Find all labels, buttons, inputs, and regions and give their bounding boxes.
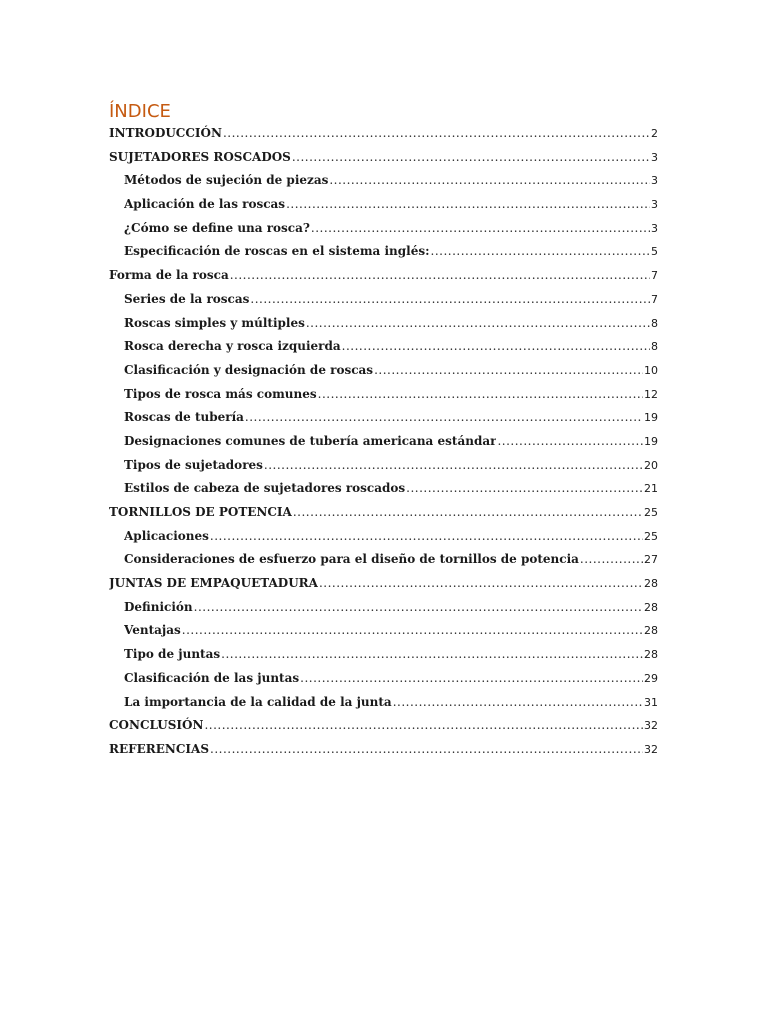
toc-entry-label: SUJETADORES ROSCADOS <box>109 149 291 164</box>
toc-entry-label: Aplicación de las roscas <box>124 197 286 212</box>
toc-entry[interactable] <box>109 146 658 170</box>
toc-entry-label: Tipos de sujetadores <box>124 457 263 472</box>
toc-entry[interactable] <box>109 122 658 146</box>
toc-entry[interactable] <box>109 312 658 336</box>
toc-entry[interactable] <box>109 406 658 430</box>
toc-entry-label: ¿Cómo se define una rosca? <box>124 220 310 235</box>
toc-dot-leader <box>580 548 643 572</box>
toc-dot-leader <box>311 217 650 241</box>
toc-entry-page-number: 20 <box>644 458 658 472</box>
toc-entry[interactable] <box>109 572 658 596</box>
toc-dot-leader <box>293 501 643 525</box>
toc-dot-leader <box>374 359 643 383</box>
toc-entry[interactable] <box>109 264 658 288</box>
toc-entry-label: TORNILLOS DE POTENCIA <box>109 505 292 519</box>
toc-entry-label: Forma de la rosca <box>109 268 229 283</box>
toc-entry-page-number: 25 <box>644 506 658 519</box>
toc-entry-label: Clasificación de las juntas <box>124 670 300 685</box>
toc-entry[interactable] <box>109 714 658 738</box>
toc-entry-page-number: 8 <box>651 316 658 330</box>
toc-entry-page-number: 2 <box>651 127 658 140</box>
toc-entry[interactable] <box>109 430 658 454</box>
toc-entry-page-number: 28 <box>644 600 658 614</box>
toc-entry-page-number: 27 <box>644 553 658 567</box>
toc-entry[interactable] <box>109 667 658 691</box>
toc-dot-leader <box>210 738 643 762</box>
toc-dot-leader <box>318 383 643 407</box>
toc-dot-leader <box>292 146 650 170</box>
toc-entry[interactable] <box>109 596 658 620</box>
toc-dot-leader <box>182 619 643 643</box>
toc-entry-page-number: 3 <box>651 150 658 164</box>
toc-dot-leader <box>306 312 650 336</box>
toc-entry[interactable] <box>109 454 658 478</box>
toc-entry[interactable] <box>109 477 658 501</box>
toc-entry[interactable] <box>109 217 658 241</box>
toc-dot-leader <box>431 240 650 264</box>
toc-entry-page-number: 19 <box>644 434 658 448</box>
toc-entry-page-number: 32 <box>644 742 658 756</box>
toc-entry-label: Ventajas <box>124 623 181 638</box>
toc-entry[interactable] <box>109 643 658 667</box>
toc-entry[interactable] <box>109 335 658 359</box>
toc-entry[interactable] <box>109 548 658 572</box>
toc-entry-page-number: 25 <box>644 529 658 543</box>
toc-entry[interactable] <box>109 193 658 217</box>
toc-entry-label: Aplicaciones <box>124 528 209 543</box>
toc-dot-leader <box>300 667 643 691</box>
toc-entry-page-number: 7 <box>651 292 658 306</box>
toc-entry-label: Roscas de tubería <box>124 410 244 425</box>
toc-entry-label: Métodos de sujeción de piezas <box>124 173 329 188</box>
toc-entry-page-number: 31 <box>644 695 658 709</box>
toc-entry-page-number: 29 <box>644 671 658 685</box>
toc-entry-page-number: 21 <box>644 482 658 496</box>
toc-entry-page-number: 3 <box>651 198 658 212</box>
toc-entry-page-number: 5 <box>651 245 658 259</box>
toc-dot-leader <box>329 169 650 193</box>
toc-entry-label: Tipo de juntas <box>124 647 221 662</box>
toc-entry[interactable] <box>109 169 658 193</box>
toc-entry[interactable] <box>109 738 658 762</box>
toc-dot-leader <box>230 264 650 288</box>
toc-entry-label: La importancia de la calidad de la junta <box>124 694 392 709</box>
toc-entry-label: Tipos de rosca más comunes <box>124 386 317 401</box>
toc-dot-leader <box>223 122 650 146</box>
toc-entry-label: CONCLUSIÓN <box>109 718 204 733</box>
table-of-contents <box>109 122 658 762</box>
toc-title: ÍNDICE <box>109 101 171 122</box>
toc-entry-page-number: 28 <box>644 648 658 662</box>
toc-dot-leader <box>406 477 643 501</box>
toc-dot-leader <box>264 454 643 478</box>
toc-entry-label: JUNTAS DE EMPAQUETADURA <box>109 576 318 591</box>
toc-entry-label: Consideraciones de esfuerzo para el diseño de tornillos de potencia <box>124 552 579 567</box>
toc-entry-page-number: 10 <box>644 363 658 377</box>
toc-dot-leader <box>245 406 643 430</box>
toc-dot-leader <box>221 643 643 667</box>
toc-entry[interactable] <box>109 288 658 312</box>
toc-dot-leader <box>194 596 643 620</box>
toc-entry[interactable] <box>109 501 658 525</box>
toc-entry-page-number: 3 <box>651 221 658 235</box>
toc-dot-leader <box>204 714 643 738</box>
toc-entry-page-number: 12 <box>644 387 658 401</box>
toc-dot-leader <box>286 193 650 217</box>
toc-entry-label: REFERENCIAS <box>109 741 210 756</box>
toc-entry-page-number: 3 <box>651 174 658 188</box>
toc-entry-page-number: 7 <box>651 269 658 283</box>
toc-dot-leader <box>319 572 643 596</box>
toc-dot-leader <box>497 430 643 454</box>
toc-entry-page-number: 19 <box>644 411 658 425</box>
toc-entry[interactable] <box>109 525 658 549</box>
toc-entry-label: INTRODUCCIÓN <box>109 126 222 140</box>
toc-dot-leader <box>210 525 643 549</box>
toc-entry-label: Clasificación y designación de roscas <box>124 362 374 377</box>
toc-entry-label: Rosca derecha y rosca izquierda <box>124 339 341 354</box>
toc-entry[interactable] <box>109 359 658 383</box>
toc-entry-label: Designaciones comunes de tubería americana estándar <box>124 433 497 448</box>
toc-entry-label: Estilos de cabeza de sujetadores roscados <box>124 481 406 496</box>
toc-entry[interactable] <box>109 383 658 407</box>
toc-entry-page-number: 32 <box>644 719 658 733</box>
toc-entry[interactable] <box>109 619 658 643</box>
toc-entry-label: Definición <box>124 599 193 614</box>
toc-entry-page-number: 8 <box>651 340 658 354</box>
toc-entry-label: Roscas simples y múltiples <box>124 315 305 330</box>
toc-entry-label: Especificación de roscas en el sistema inglés: <box>124 244 430 259</box>
toc-dot-leader <box>342 335 650 359</box>
toc-entry-page-number: 28 <box>644 577 658 591</box>
toc-entry[interactable] <box>109 240 658 264</box>
toc-dot-leader <box>250 288 650 312</box>
toc-dot-leader <box>393 691 643 715</box>
toc-entry-label: Series de la roscas <box>124 291 250 306</box>
toc-entry-page-number: 28 <box>644 624 658 638</box>
toc-entry[interactable] <box>109 691 658 715</box>
